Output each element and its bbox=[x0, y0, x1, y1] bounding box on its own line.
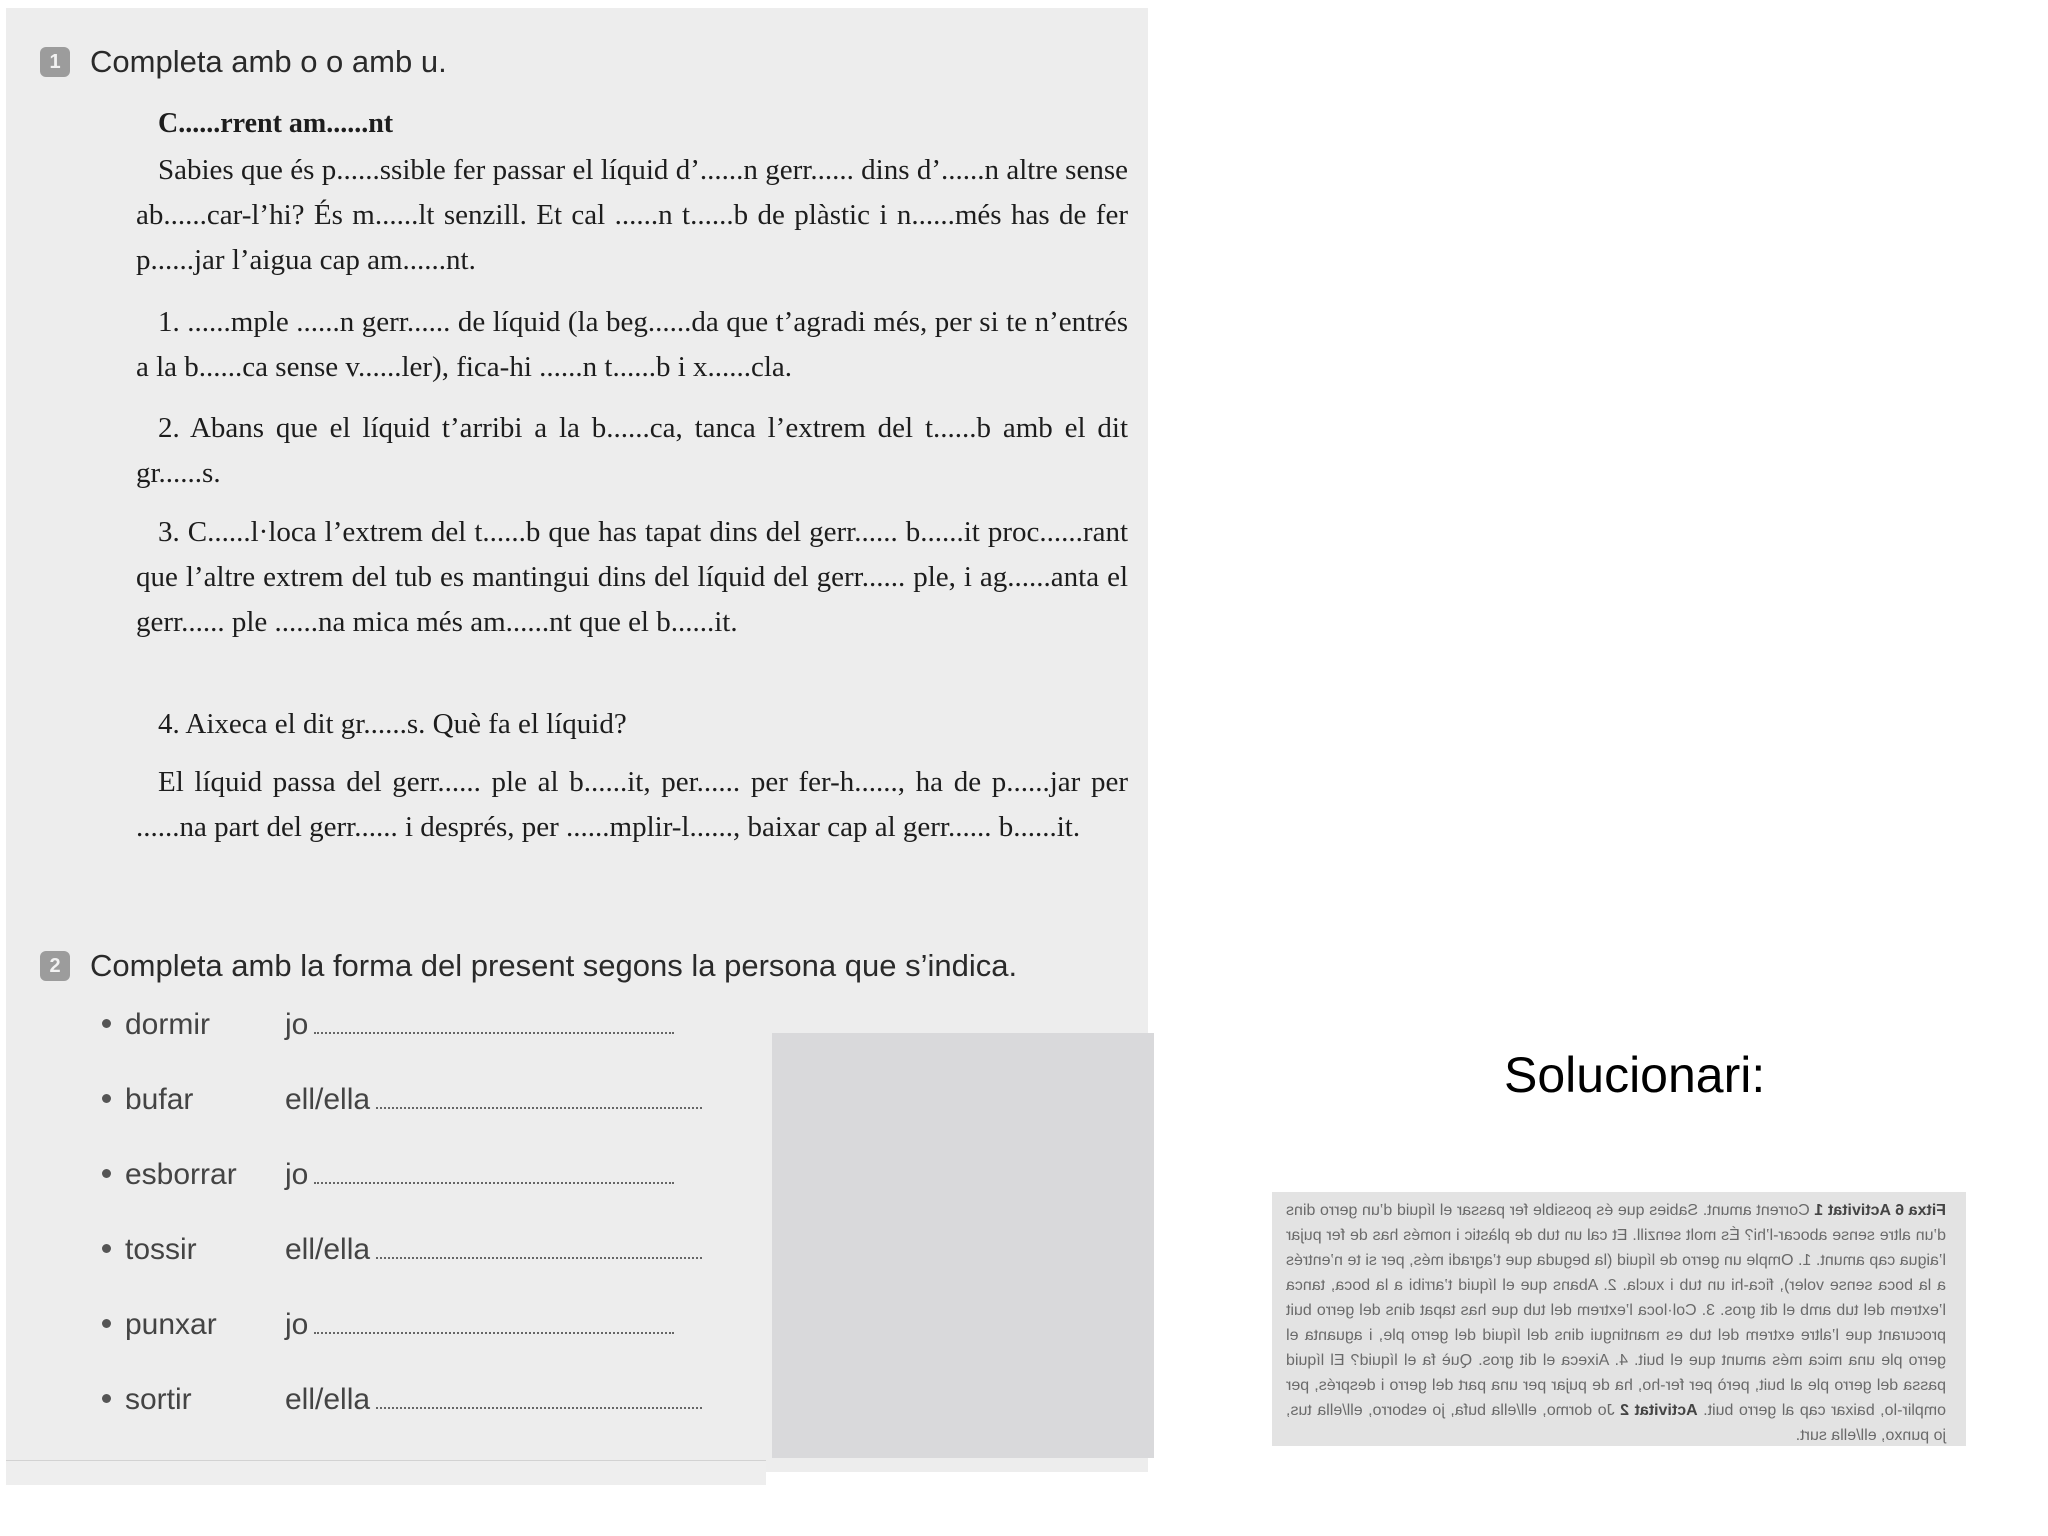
list-item bbox=[102, 1158, 702, 1233]
person-label: jo bbox=[285, 1308, 309, 1341]
solutions-heading-2: Activitat 2 bbox=[1620, 1402, 1698, 1419]
verb-list bbox=[102, 1008, 702, 1458]
bullet-icon bbox=[102, 1319, 111, 1328]
answer-line[interactable] bbox=[314, 1312, 674, 1334]
story-title: C......rrent am......nt bbox=[158, 108, 394, 139]
bullet-icon bbox=[102, 1094, 111, 1103]
list-item bbox=[102, 1083, 702, 1158]
person-label: ell/ella bbox=[285, 1233, 371, 1266]
person-label: jo bbox=[285, 1158, 309, 1191]
list-item bbox=[102, 1308, 702, 1383]
solutions-body: Corrent amunt. Sabies que és possible fer passar el líquid d’un gerro dins d’un altre sense abocar-l’hi? És molt senzill. Et cal un tub de plàstic i només has de fer pujar l’aigua cap amunt. 1. Omple un gerro de líquid (la beguda que t’agradi més, per si te n’entrés a la boca sense voler), fica-hi un tub i xucla. 2. Abans que el líquid t’arribi a la boca, tanca l’extrem del tub amb el dit gros. 3. Col·loca l’extrem del tub que has tapat dins del gerro buit procurant que l’altre extrem del tub es mantingui dins del líquid del gerro ple, i aguanta el gerro ple una mica més amunt que el buit. 4. Aixeca el dit gros. Què fa el líquid? El líquid passa del gerro ple al buit, però per fer-ho, ha de pujar per una part del gerro i després, per omplir-lo, baixar cap al gerro buit. bbox=[1286, 1202, 1946, 1419]
verb-label: bufar bbox=[125, 1083, 194, 1116]
answer-line[interactable] bbox=[376, 1087, 702, 1109]
bullet-icon bbox=[102, 1244, 111, 1253]
solutions-mirrored-image bbox=[1272, 1192, 1966, 1446]
list-item bbox=[102, 1383, 702, 1458]
exercise-instruction: Completa amb la forma del present segons la persona que s’indica. bbox=[90, 948, 1018, 983]
verb-label: dormir bbox=[125, 1008, 211, 1041]
exercise-number-badge: 2 bbox=[40, 951, 70, 981]
answer-line[interactable] bbox=[376, 1237, 702, 1259]
solutions-title: Solucionari: bbox=[1504, 1047, 1766, 1103]
exercise-instruction: Completa amb o o amb u. bbox=[90, 44, 447, 79]
bullet-icon bbox=[102, 1394, 111, 1403]
scan-shadow-block bbox=[772, 1033, 1154, 1458]
paragraph-result: El líquid passa del gerr...... ple al b......it, per...... per fer-h......, ha de p......jar per ......na part del gerr...... i després, per ......mplir-l......, baixar cap al gerr...... b......it. bbox=[136, 766, 1128, 843]
list-item bbox=[102, 1008, 702, 1083]
paragraph-step-3: 3. C......l·loca l’extrem del t......b que has tapat dins del gerr...... b......it proc......rant que l’altre extrem del tub es mantingui dins del líquid del gerr...... ple, i ag......anta el gerr...... ple ......na mica més am......nt que el b......it. bbox=[136, 516, 1128, 638]
solutions-body-2: Jo dormo, ell/ella bufa, jo esborro, ell/ella tus, jo punxo, ell/ella surt. bbox=[1285, 1402, 1946, 1444]
paragraph-step-2: 2. Abans que el líquid t’arribi a la b......ca, tanca l’extrem del t......b amb el dit gr......s. bbox=[136, 412, 1128, 489]
exercise-1-heading bbox=[40, 44, 447, 80]
verb-label: tossir bbox=[125, 1233, 197, 1266]
answer-line[interactable] bbox=[376, 1387, 702, 1409]
verb-label: sortir bbox=[125, 1383, 192, 1416]
exercise-number-badge: 1 bbox=[40, 47, 70, 77]
solutions-text bbox=[1286, 1198, 1946, 1446]
answer-line[interactable] bbox=[314, 1162, 674, 1184]
answer-line[interactable] bbox=[314, 1012, 674, 1034]
paragraph-intro: Sabies que és p......ssible fer passar el líquid d’......n gerr...... dins d’......n altre sense ab......car-l’hi? És m......lt senzill. Et cal ......n t......b de plàstic i n......més has de fer p......jar l’aigua cap am......nt. bbox=[136, 154, 1128, 276]
paragraph-step-4: 4. Aixeca el dit gr......s. Què fa el líquid? bbox=[158, 708, 627, 740]
solutions-heading: Fitxa 6 Activitat 1 bbox=[1814, 1202, 1946, 1219]
bullet-icon bbox=[102, 1169, 111, 1178]
scan-bottom-edge bbox=[6, 1460, 766, 1485]
person-label: ell/ella bbox=[285, 1383, 371, 1416]
person-label: jo bbox=[285, 1008, 309, 1041]
list-item bbox=[102, 1233, 702, 1308]
person-label: ell/ella bbox=[285, 1083, 371, 1116]
exercise-2-heading bbox=[40, 948, 1017, 984]
verb-label: esborrar bbox=[125, 1158, 237, 1191]
bullet-icon bbox=[102, 1019, 111, 1028]
paragraph-step-1: 1. ......mple ......n gerr...... de líquid (la beg......da que t’agradi més, per si te n’entrés a la b......ca sense v......ler), fica-hi ......n t......b i x......cla. bbox=[136, 306, 1128, 383]
verb-label: punxar bbox=[125, 1308, 217, 1341]
worksheet-scan bbox=[6, 8, 1148, 1472]
